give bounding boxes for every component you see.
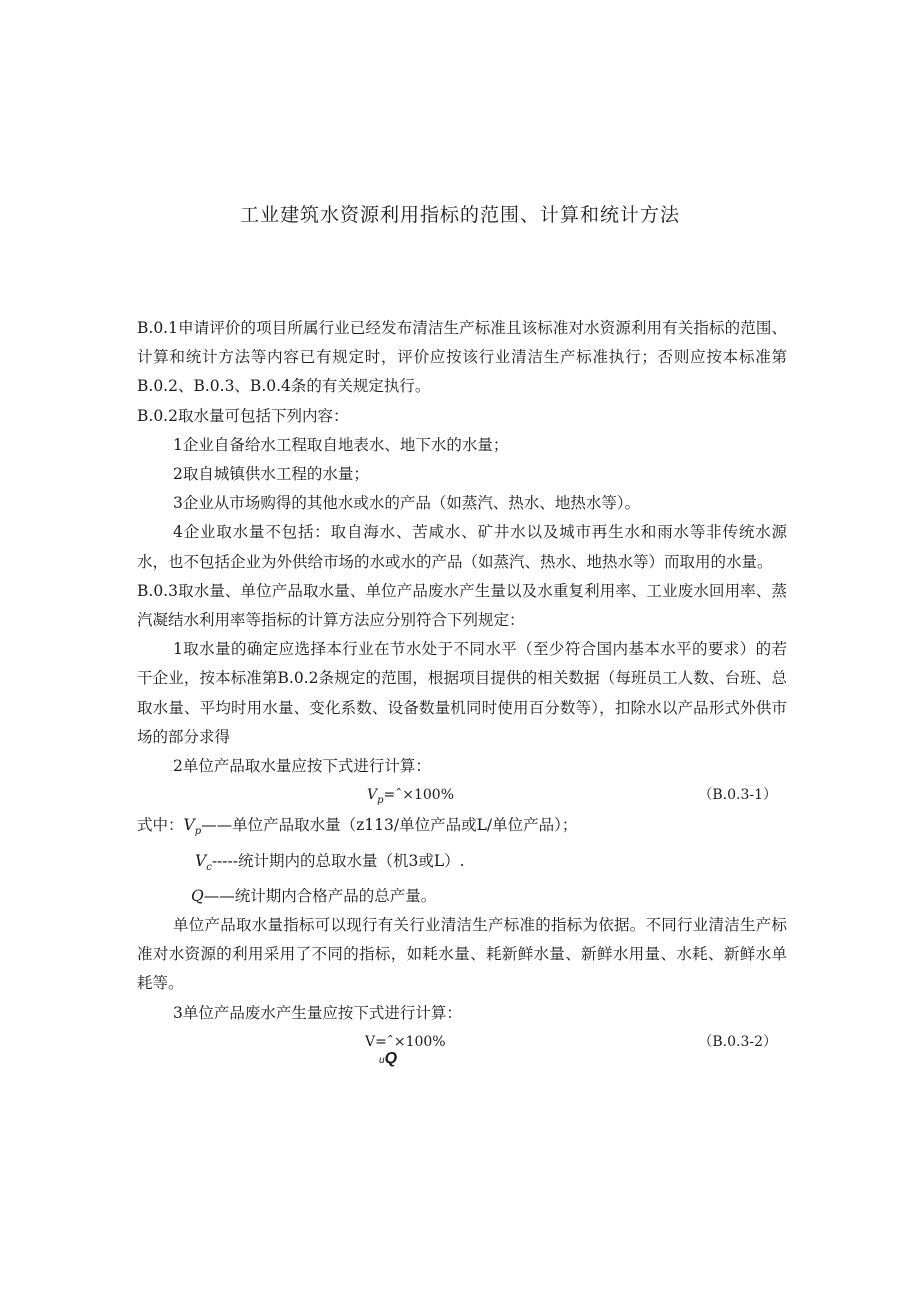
clause-b03: B.0.3取水量、单位产品取水量、单位产品废水产生量以及水重复利用率、工业废水回用率、蒸汽凝结水利用率等指标的计算方法应分别符合下列规定： bbox=[137, 581, 787, 630]
clause-b02-item-2: 2取自城镇供水工程的水量； bbox=[173, 465, 369, 484]
variable-definitions bbox=[137, 811, 787, 911]
formula-b032 bbox=[137, 1028, 787, 1068]
formula-b031 bbox=[137, 781, 787, 811]
clause-b02-item-4: 4企业取水量不包括：取自海水、苦咸水、矿井水以及城市再生水和雨水等非传统水源水，也不包括企业为外供给市场的水或水的产品（如蒸汽、热水、地热水等）而取用的水量。 bbox=[137, 523, 787, 571]
formula-b031-expression: $V_p=ˆ\times 100\%$ bbox=[367, 787, 455, 807]
clause-b02-item-3: 3企业从市场购得的其他水或水的产品（如蒸汽、热水、地热水等）。 bbox=[173, 494, 641, 513]
variable-vc: $V_c-----$统计期内的总取水量（机3或L）. bbox=[195, 851, 465, 873]
formula-b031-number: （B.0.3-1） bbox=[698, 787, 777, 804]
clause-b02-item-1: 1企业自备给水工程取自地表水、地下水的水量； bbox=[173, 435, 509, 454]
variable-vp: 式中：$V_p——$单位产品取水量（z113/单位产品或L/单位产品）； bbox=[137, 816, 578, 838]
formula-b032-expression: V=ˆ×100% bbox=[365, 1033, 446, 1050]
page-title: 工业建筑水资源利用指标的范围、计算和统计方法 bbox=[239, 204, 680, 226]
variable-q: Q——统计期内合格产品的总产量。 bbox=[191, 886, 437, 905]
clause-b01: B.0.1申请评价的项目所属行业已经发布清洁生产标准且该标准对水资源利用有关指标的范围、计算和统计方法等内容已有规定时，评价应按该行业清洁生产标准执行；否则应按本标准第B.0.2、B.0.3、B.0.4条的有关规定执行。 bbox=[137, 319, 787, 396]
clause-b03-note: 单位产品取水量指标可以现行有关行业清洁生产标准的指标为依据。不同行业清洁生产标准对水资源的利用采用了不同的指标，如耗水量、耗新鲜水量、新鲜水用量、水耗、新鲜水单耗等。 bbox=[137, 916, 787, 993]
clause-b02: B.0.2取水量可包括下列内容： bbox=[137, 406, 349, 425]
clause-b03-item-2: 2单位产品取水量应按下式进行计算： bbox=[173, 757, 431, 776]
clause-b03-item-1: 1取水量的确定应选择本行业在节水处于不同水平（至少符合国内基本水平的要求）的若干企业，按本标准第B.0.2条规定的范围，根据项目提供的相关数据（每班员工人数、台班、总取水量、平均时用水量、变化系数、设备数量机同时使用百分数等），扣除水以产品形式外供市场的部分求得 bbox=[137, 640, 787, 746]
document-body bbox=[137, 314, 787, 1068]
formula-b032-denominator: uQ bbox=[379, 1049, 398, 1067]
clause-b03-item-3: 3单位产品废水产生量应按下式进行计算： bbox=[173, 1003, 462, 1022]
formula-b032-number: （B.0.3-2） bbox=[698, 1033, 777, 1050]
